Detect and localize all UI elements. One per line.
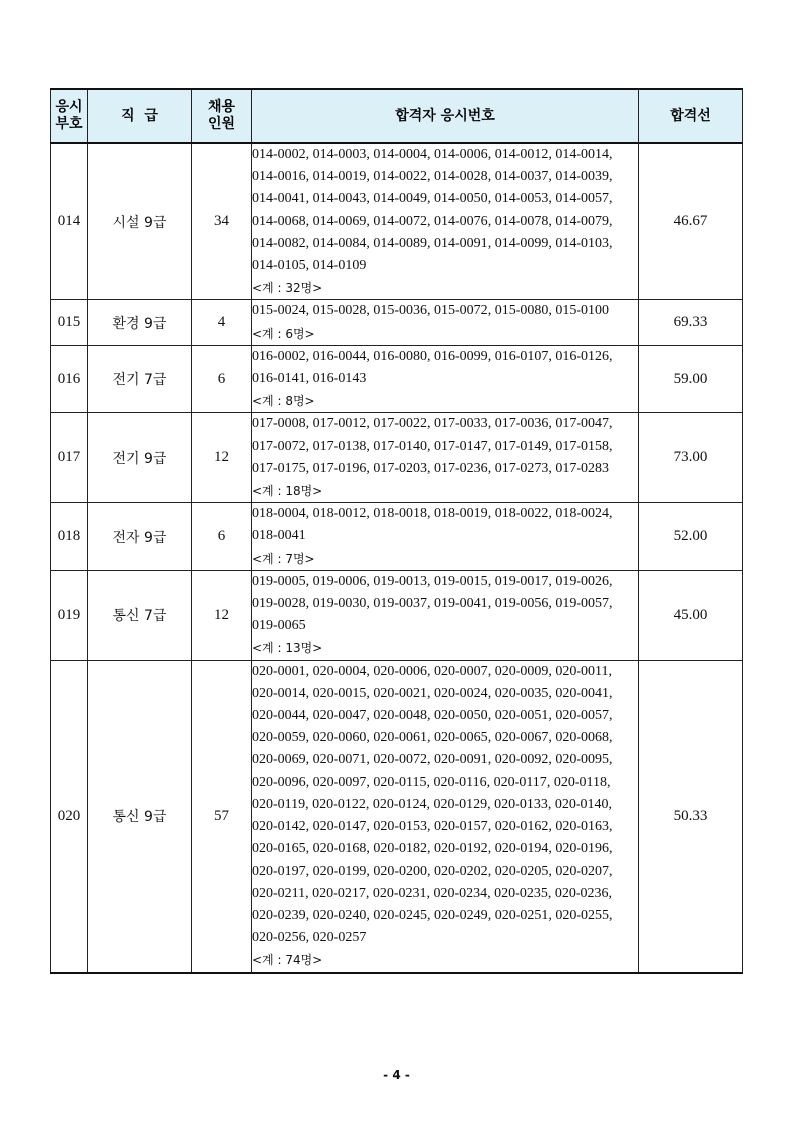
table-row	[51, 413, 743, 503]
applicant-id: 014-0076	[434, 213, 488, 229]
applicant-id: 019-0056	[494, 596, 549, 612]
hire-count-cell: 6	[192, 503, 252, 571]
applicant-id: 020-0196	[555, 841, 610, 857]
applicant-id: 020-0050	[434, 708, 488, 724]
total-count: <계 : 18명>	[252, 484, 323, 499]
applicant-id: 014-0053	[494, 191, 549, 207]
id-list: 015-0024, 015-0028, 015-0036, 015-0072, 015-0080, 015-0100	[252, 303, 610, 319]
applicant-id: 016-0143	[312, 371, 367, 387]
applicant-id: 017-0138	[312, 438, 367, 454]
applicant-id: 020-0117	[493, 774, 547, 790]
applicant-id: 020-0249	[434, 907, 488, 923]
applicant-id: 020-0211	[252, 885, 306, 901]
applicant-id: 014-0004	[373, 147, 428, 162]
applicant-id: 020-0207	[555, 863, 610, 879]
hire-count-cell: 4	[192, 300, 252, 345]
applicant-id: 020-0231	[372, 885, 427, 901]
passed-ids-cell	[252, 503, 639, 571]
applicant-id: 014-0082	[252, 235, 306, 251]
applicant-id: 020-0014	[252, 685, 306, 701]
applicant-id: 020-0251	[494, 907, 549, 923]
applicant-id: 019-0030	[312, 596, 367, 612]
applicant-id: 020-0047	[312, 708, 367, 724]
table-row	[51, 570, 743, 660]
applicant-id: 020-0147	[312, 819, 367, 835]
header-job-title: 직 급	[88, 89, 192, 143]
applicant-id: 020-0165	[252, 841, 306, 857]
header-passed-ids: 합격자 응시번호	[252, 89, 639, 143]
applicant-id: 020-0015	[312, 685, 367, 701]
applicant-id: 015-0080	[494, 303, 549, 319]
cutoff-score-cell: 59.00	[639, 345, 743, 413]
applicant-id: 017-0236	[434, 460, 488, 476]
applicant-id: 020-0124	[372, 796, 427, 812]
hire-count-cell: 34	[192, 143, 252, 300]
applicant-id: 020-0067	[494, 730, 549, 746]
applicant-id: 014-0103	[555, 235, 610, 251]
applicant-id: 020-0153	[373, 819, 428, 835]
applicant-id: 018-0004	[252, 506, 306, 522]
applicant-id: 017-0036	[494, 416, 549, 432]
id-list: 014-0002, 014-0003, 014-0004, 014-0006, 014-0012, 014-0014, 014-0016, 014-0019, 014-0022, 014-0028, 014-0037, 014-0039, 014-0041, 014-0043, 014-0049, 014-0050, 014-0053, 014-0057, 014-0068, 014-0069, 014-0072, 014-0076, 014-0078, 014-0079, 014-0082, 014-0084, 014-0089, 014-0091, 014-0099, 014-0103, 014-0105, 014-0109	[252, 147, 613, 274]
applicant-id: 020-0004	[312, 663, 367, 679]
header-cutoff: 합격선	[639, 89, 743, 143]
applicant-id: 017-0175	[252, 460, 306, 476]
applicant-id: 020-0202	[434, 863, 488, 879]
page-number: - 4 -	[383, 1068, 410, 1082]
applicant-id: 020-0011	[555, 663, 609, 679]
job-title-cell: 전기 9급	[88, 413, 192, 503]
applicant-id: 020-0240	[312, 907, 367, 923]
applicant-id: 015-0028	[312, 303, 367, 319]
total-count: <계 : 6명>	[252, 326, 315, 341]
applicant-id: 018-0041	[252, 528, 306, 544]
applicant-id: 017-0203	[373, 460, 428, 476]
applicant-id: 020-0071	[312, 752, 367, 768]
cutoff-score-cell: 50.33	[639, 660, 743, 972]
job-title-cell: 시설 9급	[88, 143, 192, 300]
applicant-id: 020-0096	[252, 774, 306, 790]
id-list: 019-0005, 019-0006, 019-0013, 019-0015, 019-0017, 019-0026, 019-0028, 019-0030, 019-0037, 019-0041, 019-0056, 019-0057, 019-0065	[252, 573, 613, 634]
applicant-id: 014-0041	[252, 191, 306, 207]
hire-count-cell: 57	[192, 660, 252, 972]
applicant-id: 019-0013	[373, 573, 428, 589]
applicant-id: 014-0014	[555, 147, 610, 162]
applicant-id: 019-0006	[312, 573, 367, 589]
total-count: <계 : 7명>	[252, 551, 315, 566]
applicant-id: 018-0018	[373, 506, 428, 522]
applicant-id: 020-0035	[494, 685, 549, 701]
applicant-id: 019-0057	[555, 596, 610, 612]
applicant-id: 020-0057	[555, 708, 610, 724]
header-exam-code: 응시 부호	[51, 89, 88, 143]
cutoff-score-cell: 73.00	[639, 413, 743, 503]
applicant-id: 017-0283	[555, 460, 610, 476]
applicant-id: 020-0072	[373, 752, 428, 768]
hire-count-cell: 12	[192, 413, 252, 503]
passed-ids-cell	[252, 413, 639, 503]
applicant-id: 020-0068	[555, 730, 610, 746]
id-list: 020-0001, 020-0004, 020-0006, 020-0007, 020-0009, 020-0011, 020-0014, 020-0015, 020-0021, 020-0024, 020-0035, 020-0041, 020-0044, 020-0047, 020-0048, 020-0050, 020-0051, 020-0057, 020-0059, 020-0060, 020-0061, 020-0065, 020-0067, 020-0068, 020-0069, 020-0071, 020-0072, 020-0091, 020-0092, 020-0095, 020-0096, 020-0097, 020-0115, 020-0116, 020-0117, 020-0118, 020-0119, 020-0122, 020-0124, 020-0129, 020-0133, 020-0140, 020-0142, 020-0147, 020-0153, 020-0157, 020-0162, 020-0163, 020-0165, 020-0168, 020-0182, 020-0192, 020-0194, 020-0196, 020-0197, 020-0199, 020-0200, 020-0202, 020-0205, 020-0207, 020-0211, 020-0217, 020-0231, 020-0234, 020-0235, 020-0236, 020-0239, 020-0240, 020-0245, 020-0249, 020-0251, 020-0255, 020-0256, 020-0257	[252, 663, 613, 946]
exam-code-cell: 020	[51, 660, 88, 972]
applicant-id: 014-0105	[252, 258, 306, 274]
applicant-id: 014-0079	[555, 213, 610, 229]
applicant-id: 017-0008	[252, 416, 306, 432]
applicant-id: 014-0028	[434, 169, 488, 185]
applicant-id: 017-0147	[434, 438, 488, 454]
total-count: <계 : 13명>	[252, 641, 323, 656]
applicant-id: 018-0012	[312, 506, 367, 522]
applicant-id: 020-0065	[434, 730, 488, 746]
cutoff-score-cell: 45.00	[639, 570, 743, 660]
hire-count-cell: 12	[192, 570, 252, 660]
applicant-id: 014-0089	[373, 235, 428, 251]
job-title-cell: 통신 9급	[88, 660, 192, 972]
applicant-id: 020-0051	[494, 708, 549, 724]
exam-code-cell: 014	[51, 143, 88, 300]
applicant-id: 019-0017	[494, 573, 549, 589]
applicant-id: 020-0199	[312, 863, 367, 879]
applicant-id: 020-0239	[252, 907, 306, 923]
applicant-id: 017-0047	[555, 416, 610, 432]
applicant-id: 017-0196	[312, 460, 367, 476]
job-title-cell: 전자 9급	[88, 503, 192, 571]
applicant-id: 016-0044	[312, 348, 367, 364]
applicant-id: 019-0005	[252, 573, 306, 589]
applicant-id: 014-0016	[252, 169, 306, 185]
exam-code-cell: 019	[51, 570, 88, 660]
table-header	[51, 89, 743, 143]
exam-code-cell: 016	[51, 345, 88, 413]
job-title-cell: 전기 7급	[88, 345, 192, 413]
applicant-id: 020-0061	[373, 730, 428, 746]
applicant-id: 020-0256	[252, 930, 306, 946]
applicant-id: 020-0140	[554, 796, 609, 812]
applicant-id: 014-0072	[373, 213, 428, 229]
applicant-id: 017-0012	[312, 416, 367, 432]
applicant-id: 020-0257	[312, 930, 367, 946]
applicant-id: 014-0039	[555, 169, 610, 185]
applicant-id: 014-0012	[494, 147, 549, 162]
applicant-id: 020-0200	[373, 863, 428, 879]
passed-ids-cell	[252, 570, 639, 660]
applicant-id: 019-0065	[252, 618, 306, 634]
total-count: <계 : 8명>	[252, 394, 315, 409]
applicant-id: 020-0217	[312, 885, 366, 901]
applicant-id: 020-0142	[252, 819, 306, 835]
applicant-id: 014-0050	[434, 191, 488, 207]
cutoff-score-cell: 52.00	[639, 503, 743, 571]
applicant-id: 016-0099	[434, 348, 488, 364]
applicant-id: 017-0022	[373, 416, 428, 432]
passed-ids-cell	[252, 143, 639, 300]
applicant-id: 016-0107	[494, 348, 549, 364]
applicant-id: 014-0049	[373, 191, 428, 207]
applicant-id: 020-0245	[373, 907, 428, 923]
applicant-id: 020-0168	[312, 841, 367, 857]
applicant-id: 020-0048	[373, 708, 428, 724]
table-row	[51, 300, 743, 345]
applicant-id: 014-0091	[434, 235, 488, 251]
applicant-id: 014-0006	[434, 147, 488, 162]
applicant-id: 020-0091	[434, 752, 488, 768]
applicant-id: 016-0126	[555, 348, 610, 364]
applicant-id: 015-0024	[252, 303, 306, 319]
applicant-id: 014-0068	[252, 213, 306, 229]
applicant-id: 016-0002	[252, 348, 306, 364]
applicant-id: 020-0162	[494, 819, 549, 835]
table-body	[51, 143, 743, 973]
applicant-id: 014-0043	[312, 191, 367, 207]
applicant-id: 016-0080	[373, 348, 428, 364]
passed-ids-cell	[252, 660, 639, 972]
applicant-id: 020-0194	[494, 841, 549, 857]
applicant-id: 020-0116	[433, 774, 487, 790]
applicant-id: 014-0003	[312, 147, 367, 162]
header-hire-count: 채용 인원	[192, 89, 252, 143]
exam-code-cell: 017	[51, 413, 88, 503]
job-title-cell: 통신 7급	[88, 570, 192, 660]
passed-ids-cell	[252, 345, 639, 413]
applicant-id: 019-0015	[434, 573, 488, 589]
applicant-id: 017-0149	[494, 438, 549, 454]
cutoff-score-cell: 46.67	[639, 143, 743, 300]
id-list: 017-0008, 017-0012, 017-0022, 017-0033, 017-0036, 017-0047, 017-0072, 017-0138, 017-0140, 017-0147, 017-0149, 017-0158, 017-0175, 017-0196, 017-0203, 017-0236, 017-0273, 017-0283	[252, 416, 613, 476]
exam-code-cell: 015	[51, 300, 88, 345]
applicant-id: 014-0109	[312, 258, 367, 274]
applicant-id: 020-0122	[312, 796, 366, 812]
applicant-id: 015-0072	[434, 303, 488, 319]
applicant-id: 020-0001	[252, 663, 306, 679]
applicant-id: 020-0044	[252, 708, 306, 724]
applicant-id: 018-0019	[434, 506, 488, 522]
applicant-id: 020-0234	[433, 885, 488, 901]
applicant-id: 020-0069	[252, 752, 306, 768]
applicant-id: 020-0021	[373, 685, 428, 701]
job-title-cell: 환경 9급	[88, 300, 192, 345]
applicant-id: 020-0157	[434, 819, 488, 835]
applicant-id: 020-0024	[434, 685, 488, 701]
applicant-id: 019-0028	[252, 596, 306, 612]
applicant-id: 019-0037	[373, 596, 428, 612]
applicant-id: 020-0095	[555, 752, 610, 768]
applicant-id: 020-0129	[433, 796, 488, 812]
applicant-id: 017-0140	[373, 438, 428, 454]
applicant-id: 014-0057	[555, 191, 610, 207]
hire-count-cell: 6	[192, 345, 252, 413]
applicant-id: 014-0002	[252, 147, 306, 162]
id-list: 018-0004, 018-0012, 018-0018, 018-0019, 018-0022, 018-0024, 018-0041	[252, 506, 613, 544]
applicant-id: 020-0163	[555, 819, 610, 835]
applicant-id: 017-0072	[252, 438, 306, 454]
applicant-id: 020-0060	[312, 730, 367, 746]
table-row	[51, 345, 743, 413]
applicant-id: 017-0158	[555, 438, 610, 454]
results-table	[50, 88, 743, 974]
applicant-id: 020-0059	[252, 730, 306, 746]
table-row	[51, 143, 743, 300]
header-row	[51, 89, 743, 143]
applicant-id: 014-0084	[312, 235, 367, 251]
applicant-id: 020-0197	[252, 863, 306, 879]
applicant-id: 014-0019	[312, 169, 367, 185]
applicant-id: 014-0022	[373, 169, 428, 185]
total-count: <계 : 32명>	[252, 281, 323, 296]
applicant-id: 020-0205	[494, 863, 549, 879]
table-row	[51, 660, 743, 972]
applicant-id: 018-0022	[494, 506, 549, 522]
applicant-id: 020-0182	[373, 841, 428, 857]
applicant-id: 020-0041	[555, 685, 610, 701]
applicant-id: 017-0033	[434, 416, 488, 432]
passed-ids-cell	[252, 300, 639, 345]
applicant-id: 014-0037	[494, 169, 549, 185]
applicant-id: 020-0007	[434, 663, 488, 679]
applicant-id: 020-0255	[555, 907, 610, 923]
applicant-id: 020-0192	[434, 841, 488, 857]
applicant-id: 020-0119	[252, 796, 306, 812]
applicant-id: 020-0133	[494, 796, 548, 812]
applicant-id: 020-0092	[494, 752, 549, 768]
exam-code-cell: 018	[51, 503, 88, 571]
applicant-id: 020-0097	[312, 774, 367, 790]
applicant-id: 014-0069	[312, 213, 367, 229]
applicant-id: 020-0236	[554, 885, 609, 901]
applicant-id: 020-0009	[494, 663, 549, 679]
applicant-id: 015-0100	[555, 303, 610, 319]
applicant-id: 019-0026	[555, 573, 610, 589]
applicant-id: 020-0006	[373, 663, 428, 679]
applicant-id: 014-0078	[494, 213, 549, 229]
applicant-id: 014-0099	[494, 235, 549, 251]
table-row	[51, 503, 743, 571]
applicant-id: 019-0041	[434, 596, 488, 612]
applicant-id: 020-0115	[373, 774, 427, 790]
total-count: <계 : 74명>	[252, 953, 323, 968]
applicant-id: 015-0036	[373, 303, 428, 319]
id-list: 016-0002, 016-0044, 016-0080, 016-0099, 016-0107, 016-0126, 016-0141, 016-0143	[252, 348, 613, 387]
applicant-id: 018-0024	[555, 506, 610, 522]
applicant-id: 017-0273	[494, 460, 549, 476]
applicant-id: 020-0118	[553, 774, 607, 790]
applicant-id: 016-0141	[252, 371, 306, 387]
cutoff-score-cell: 69.33	[639, 300, 743, 345]
applicant-id: 020-0235	[494, 885, 548, 901]
